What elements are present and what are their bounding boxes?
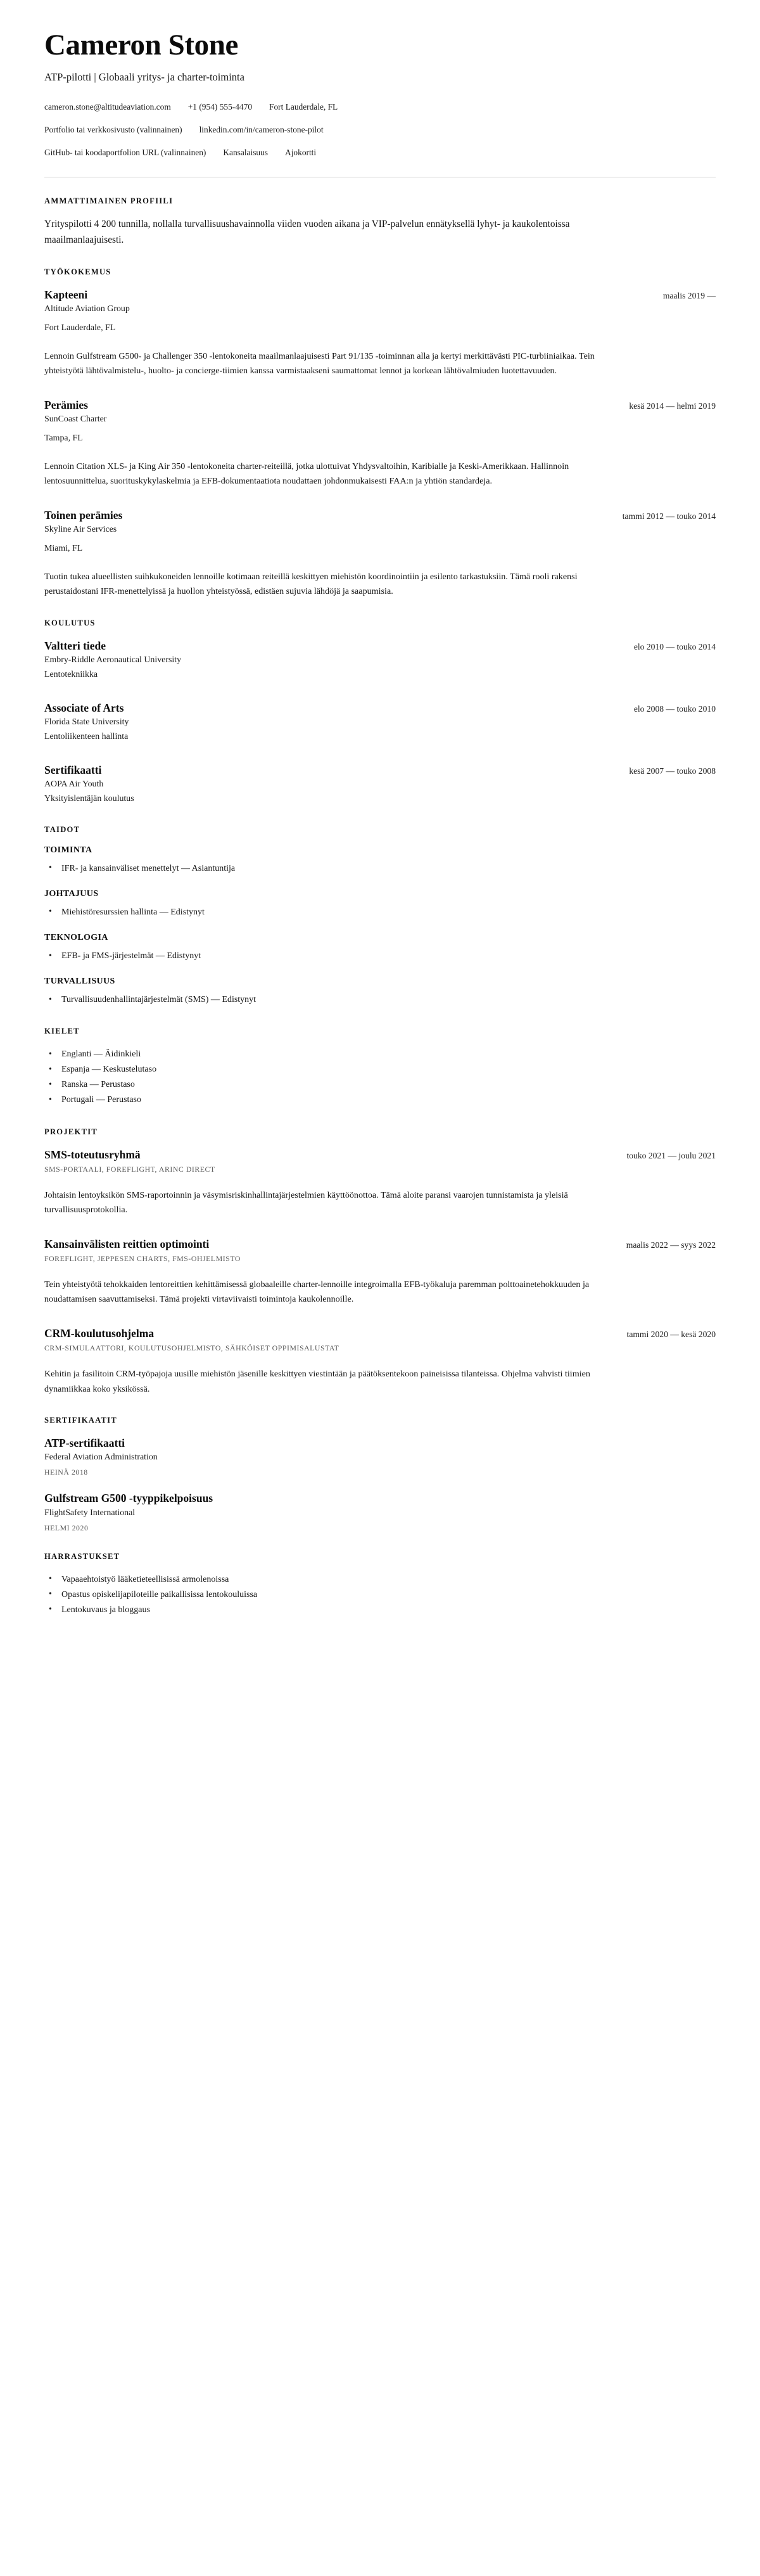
project-date: maalis 2022 — syys 2022 bbox=[626, 1240, 716, 1250]
project-description: Tein yhteistyötä tehokkaiden lentoreittien kehittämisessä globaaleille charter-lennoille integroimalla EFB-työkaluja paremman polttoainetehokkuuden ja noudattamisen saavuttamiseksi. Tämä projekti virtaviivaisti toimintoja kaukolennoille. bbox=[44, 1279, 590, 1305]
skill-group-title: TEKNOLOGIA bbox=[44, 933, 108, 943]
certification-issuer: Federal Aviation Administration bbox=[44, 1452, 158, 1463]
language-item: • Englanti — Äidinkieli bbox=[44, 1047, 716, 1062]
contact-item[interactable]: Portfolio tai verkkosivusto (valinnainen) bbox=[44, 125, 182, 135]
language-item: • Ranska — Perustaso bbox=[44, 1077, 716, 1093]
skills-list bbox=[44, 845, 716, 1008]
job-location: Fort Lauderdale, FL bbox=[44, 323, 116, 333]
contact-row bbox=[44, 146, 716, 159]
summary-text: Yrityspilotti 4 200 tunnilla, nollalla turvallisuushavainnolla viiden vuoden aikana ja VIP-palvelun ennätyksellä lyhyt- ja kaukolentoissa maailmanlaajuisesti. bbox=[44, 219, 570, 246]
certification-date: HEINÄ 2018 bbox=[44, 1468, 88, 1477]
skill-group-title: TOIMINTA bbox=[44, 845, 92, 855]
job-title: Perämies bbox=[44, 398, 88, 411]
degree-date: elo 2008 — touko 2010 bbox=[633, 703, 716, 714]
resume-header bbox=[44, 29, 716, 159]
degree-date: kesä 2007 — touko 2008 bbox=[629, 766, 716, 776]
certification-date: HELMI 2020 bbox=[44, 1523, 89, 1532]
skill-group bbox=[44, 889, 716, 920]
entry-header bbox=[44, 701, 716, 715]
contact-item[interactable]: GitHub- tai koodaportfolion URL (valinnainen) bbox=[44, 148, 206, 158]
education-entry bbox=[44, 701, 716, 744]
section-title-certifications: SERTIFIKAATIT bbox=[44, 1416, 117, 1425]
school-name: Florida State University bbox=[44, 717, 129, 727]
languages-list bbox=[44, 1047, 716, 1108]
certifications-list bbox=[44, 1436, 716, 1533]
job-date: kesä 2014 — helmi 2019 bbox=[629, 400, 716, 411]
hobbies-list bbox=[44, 1572, 716, 1618]
project-description: Johtaisin lentoyksikön SMS-raportoinnin ja väsymisriskinhallintajärjestelmien käyttöönottoa. Tämä aloite paransi vaarojen tunnistamista ja yleisiä turvallisuusprotokollia. bbox=[44, 1189, 568, 1215]
section-projects bbox=[44, 1127, 716, 1397]
certification-name: ATP-sertifikaatti bbox=[44, 1437, 125, 1450]
section-title-summary: AMMATTIMAINEN PROFIILI bbox=[44, 196, 174, 206]
experience-entry bbox=[44, 288, 716, 379]
skill-item-list bbox=[44, 905, 716, 920]
entry-header bbox=[44, 288, 716, 302]
education-entry bbox=[44, 639, 716, 682]
project-tech: CRM-SIMULAATTORI, KOULUTUSOHJELMISTO, SÄHKÖISET OPPIMISALUSTAT bbox=[44, 1343, 339, 1353]
skill-item-list bbox=[44, 861, 716, 876]
entry-header bbox=[44, 508, 716, 522]
project-name: Kansainvälisten reittien optimointi bbox=[44, 1237, 210, 1250]
entry-header bbox=[44, 763, 716, 777]
section-title-education: KOULUTUS bbox=[44, 618, 96, 627]
study-field: Lentoliikenteen hallinta bbox=[44, 731, 129, 741]
project-tech: SMS-PORTAALI, FOREFLIGHT, ARINC DIRECT bbox=[44, 1164, 215, 1174]
project-entry bbox=[44, 1326, 716, 1397]
school-name: Embry-Riddle Aeronautical University bbox=[44, 655, 182, 665]
education-entry bbox=[44, 763, 716, 806]
job-company: Altitude Aviation Group bbox=[44, 304, 130, 314]
skill-group-title: TURVALLISUUS bbox=[44, 977, 115, 987]
section-education bbox=[44, 618, 716, 806]
experience-entry bbox=[44, 398, 716, 489]
entry-header bbox=[44, 639, 716, 653]
project-tech: FOREFLIGHT, JEPPESEN CHARTS, FMS-OHJELMISTO bbox=[44, 1254, 241, 1264]
project-entry bbox=[44, 1237, 716, 1307]
experience-entry bbox=[44, 508, 716, 599]
section-title-skills: TAIDOT bbox=[44, 824, 80, 834]
project-description: Kehitin ja fasilitoin CRM-työpajoja uusille miehistön jäsenille keskittyen viestintään ja päätöksentekoon paineisissa tilanteissa. Ohjelma vahvisti tiimien dynamiikkaa koko yksikössä. bbox=[44, 1369, 590, 1394]
section-title-languages: KIELET bbox=[44, 1027, 80, 1036]
job-description: Lennoin Gulfstream G500- ja Challenger 350 -lentokoneita maailmanlaajuisesti Part 91/135 -toiminnan alla ja kertyi merkittävästi PIC-turbiiniaikaa. Tein yhteistyötä lähtövalmistelu-, huolto- ja concierge-tiimien kanssa varmistaakseni saumattomat lennot ja korkean lähtövalmiuden luotettavuuden. bbox=[44, 350, 595, 376]
contact-block bbox=[44, 101, 716, 159]
contact-item[interactable]: Kansalaisuus bbox=[223, 148, 269, 158]
school-name: AOPA Air Youth bbox=[44, 779, 104, 790]
skill-group bbox=[44, 845, 716, 876]
candidate-headline: ATP-pilotti | Globaali yritys- ja charter-toiminta bbox=[44, 70, 244, 83]
skill-group bbox=[44, 933, 716, 964]
job-description: Lennoin Citation XLS- ja King Air 350 -lentokoneita charter-reiteillä, jotka ulottuivat Yhdysvaltoihin, Karibialle ja Keski-Amerikkaan. Hallinnoin lentosuunnittelua, suorituskykylaskelmia ja EFB-dokumentaatiota noudattaen johdonmukaisesti FAA:n ja yhtiön standardeja. bbox=[44, 461, 569, 487]
project-name: CRM-koulutusohjelma bbox=[44, 1326, 155, 1340]
section-title-experience: TYÖKOKEMUS bbox=[44, 267, 111, 276]
entry-header bbox=[44, 1237, 716, 1251]
degree-title: Valtteri tiede bbox=[44, 639, 106, 652]
section-summary bbox=[44, 196, 716, 248]
contact-row bbox=[44, 101, 716, 113]
job-title: Kapteeni bbox=[44, 288, 88, 301]
job-title: Toinen perämies bbox=[44, 508, 123, 522]
projects-list bbox=[44, 1148, 716, 1397]
language-item: • Espanja — Keskustelutaso bbox=[44, 1062, 716, 1077]
section-experience bbox=[44, 267, 716, 599]
contact-item[interactable]: linkedin.com/in/cameron-stone-pilot bbox=[199, 125, 324, 135]
contact-item[interactable]: Ajokortti bbox=[285, 148, 317, 158]
project-name: SMS-toteutusryhmä bbox=[44, 1148, 141, 1161]
project-entry bbox=[44, 1148, 716, 1218]
entry-header bbox=[44, 398, 716, 412]
skill-item: • Turvallisuudenhallintajärjestelmät (SMS) — Edistynyt bbox=[44, 992, 716, 1008]
job-date: maalis 2019 — bbox=[662, 290, 716, 300]
contact-item[interactable]: +1 (954) 555-4470 bbox=[187, 102, 253, 112]
hobby-item: • Lentokuvaus ja bloggaus bbox=[44, 1603, 716, 1618]
section-languages bbox=[44, 1027, 716, 1108]
job-location: Miami, FL bbox=[44, 543, 83, 553]
contact-row bbox=[44, 124, 716, 136]
hobby-item: • Opastus opiskelijapiloteille paikallisissa lentokouluissa bbox=[44, 1587, 716, 1603]
job-date: tammi 2012 — touko 2014 bbox=[622, 511, 716, 521]
skill-item: • EFB- ja FMS-järjestelmät — Edistynyt bbox=[44, 949, 716, 964]
contact-item[interactable]: cameron.stone@altitudeaviation.com bbox=[44, 102, 171, 112]
section-title-hobbies: HARRASTUKSET bbox=[44, 1551, 120, 1561]
skill-item-list bbox=[44, 949, 716, 964]
certification-issuer: FlightSafety International bbox=[44, 1508, 136, 1518]
certification-entry bbox=[44, 1436, 716, 1477]
job-company: Skyline Air Services bbox=[44, 525, 117, 535]
section-title-projects: PROJEKTIT bbox=[44, 1127, 98, 1136]
project-date: touko 2021 — joulu 2021 bbox=[626, 1150, 716, 1160]
skill-group-title: JOHTAJUUS bbox=[44, 888, 99, 899]
job-location: Tampa, FL bbox=[44, 433, 83, 444]
certification-entry bbox=[44, 1491, 716, 1532]
entry-header bbox=[44, 1326, 716, 1340]
hobby-item: • Vapaaehtoistyö lääketieteellisissä armolenoissa bbox=[44, 1572, 716, 1587]
study-field: Lentotekniikka bbox=[44, 669, 98, 679]
degree-date: elo 2010 — touko 2014 bbox=[633, 641, 716, 651]
skill-item: • Miehistöresurssien hallinta — Edistynyt bbox=[44, 905, 716, 920]
entry-header bbox=[44, 1148, 716, 1162]
section-skills bbox=[44, 825, 716, 1008]
education-list bbox=[44, 639, 716, 806]
degree-title: Sertifikaatti bbox=[44, 763, 102, 776]
section-hobbies bbox=[44, 1552, 716, 1618]
contact-item[interactable]: Fort Lauderdale, FL bbox=[269, 102, 338, 112]
candidate-name: Cameron Stone bbox=[44, 29, 238, 61]
experience-list bbox=[44, 288, 716, 599]
study-field: Yksityislentäjän koulutus bbox=[44, 794, 134, 804]
skill-item: • IFR- ja kansainväliset menettelyt — Asiantuntija bbox=[44, 861, 716, 876]
job-company: SunCoast Charter bbox=[44, 414, 107, 425]
certification-name: Gulfstream G500 -tyyppikelpoisuus bbox=[44, 1492, 213, 1505]
section-certifications bbox=[44, 1416, 716, 1533]
skill-item-list bbox=[44, 992, 716, 1008]
job-description: Tuotin tukea alueellisten suihkukoneiden lennoille kotimaan reiteillä keskittyen miehistön koordinointiin ja esilento tarkastuksiin. Tämä rooli rakensi perustaidostani IFR-menettelyissä ja huollon yhteistyössä, edistäen sujuvia lähdöjä ja saapumisia. bbox=[44, 571, 578, 597]
skill-group bbox=[44, 977, 716, 1008]
degree-title: Associate of Arts bbox=[44, 701, 124, 714]
language-item: • Portugali — Perustaso bbox=[44, 1093, 716, 1108]
project-date: tammi 2020 — kesä 2020 bbox=[626, 1329, 716, 1339]
